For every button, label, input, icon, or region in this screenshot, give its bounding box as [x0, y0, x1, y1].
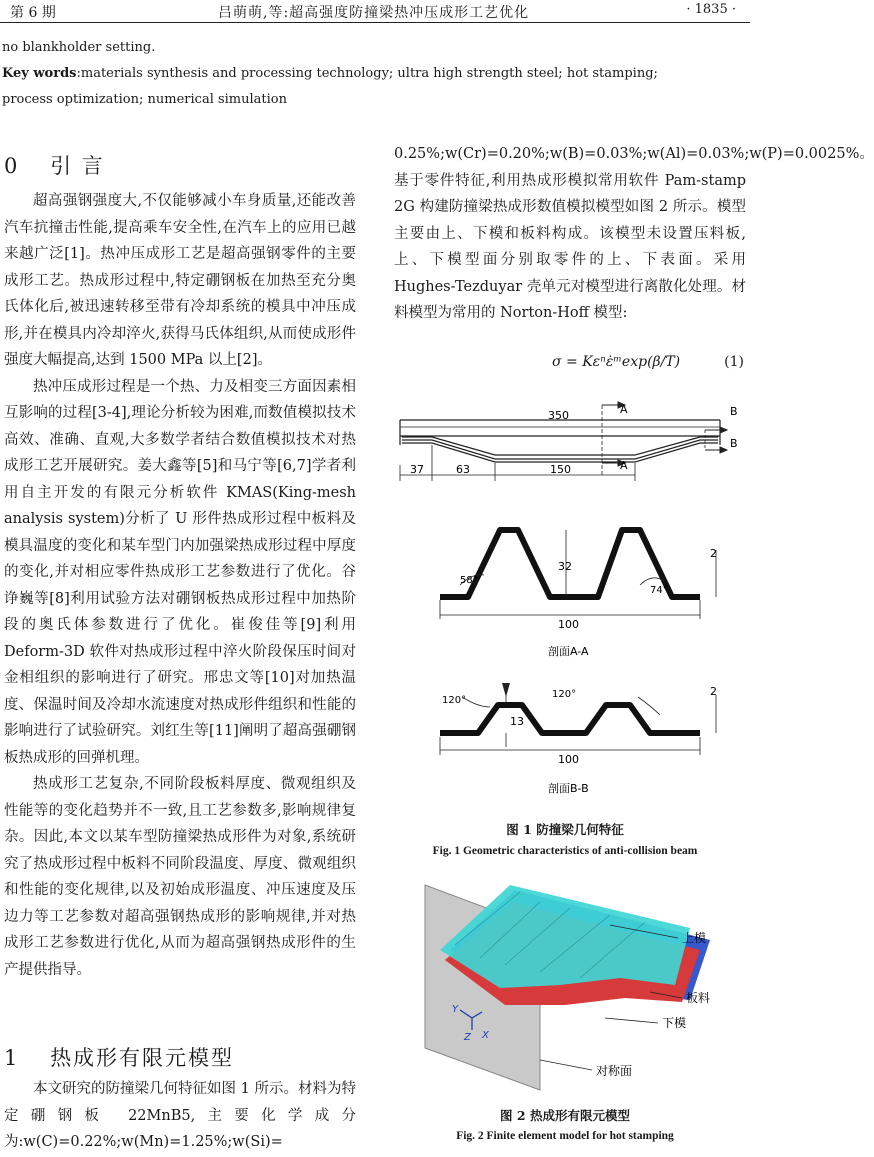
paragraph: 本文研究的防撞梁几何特征如图 1 所示。材料为特定硼钢板 22MnB5,主要化学成分为:w(C)=0.22%;w(Mn)=1.25%;w(Si)=: [4, 1081, 356, 1150]
section-bb-label: 剖面B-B: [548, 782, 589, 795]
keywords-label: Key words: [2, 66, 77, 81]
label-lower-die: 下模: [662, 1016, 687, 1030]
header-title: 吕萌萌,等:超高强度防撞梁热冲压成形工艺优化: [218, 5, 530, 21]
label-symmetry-plane: 对称面: [596, 1064, 633, 1078]
section-aa-angle2: 74°: [650, 585, 668, 596]
dim-total: 350: [548, 409, 569, 422]
fig1-caption-cn: 图 1 防撞梁几何特征: [506, 822, 624, 837]
section-aa-width: 100: [558, 618, 579, 631]
upper-die: [440, 885, 690, 988]
marker-a-bottom: A: [620, 459, 628, 472]
section-title: 热成形有限元模型: [50, 1046, 235, 1070]
section-aa-height: 32: [558, 560, 572, 573]
paragraph: 热成形工艺复杂,不同阶段板料厚度、微观组织及性能等的变化趋势并不一致,且工艺参数多,影响规律复杂。因此,本文以某车型防撞梁热成形件为对象,系统研究了热成形过程中板料不同阶段温度、厚度、微观组织和性能的变化规律,以及初始成形温度、冲压速度及压边力等工艺参数对超高强钢热成形的影响规律,并对热成形工艺参数进行优化,从而为超高强钢热成形件的生产提供指导。: [4, 776, 356, 978]
keywords-line1: [2, 64, 747, 84]
fig2-caption-en: Fig. 2 Finite element model for hot stamping: [456, 1130, 674, 1142]
axis-x: X: [482, 1030, 489, 1041]
left-column-bottom: [4, 1076, 356, 1156]
section-bb-width: 100: [558, 753, 579, 766]
paragraph: 超高强钢强度大,不仅能够减小车身质量,还能改善汽车抗撞击性能,提高乘车安全性,在汽车上的应用已越来越广泛[1]。热冲压成形工艺是超高强钢零件的主要成形工艺。热成形过程中,特定硼钢板在加热至充分奥氏体化后,被迅速转移至带有冷却系统的模具中冲压成形,并在模具内冷却淬火,获得马氏体组织,从而使成形件强度大幅提高,达到 1500 MPa 以上[2]。: [4, 193, 356, 368]
section-aa-label: 剖面A-A: [548, 645, 589, 658]
equation: σ = Kεⁿε̇ᵐexp(β/T): [552, 354, 681, 370]
section-aa-thickness: 2: [710, 547, 717, 560]
fig1-caption-en: Fig. 1 Geometric characteristics of anti-collision beam: [432, 845, 698, 857]
section-number: 0: [4, 154, 20, 178]
section-bb-angle2: 120°: [552, 689, 577, 700]
section-aa-angle1: 58°: [460, 575, 478, 586]
paragraph: 0.25%;w(Cr)=0.20%;w(B)=0.03%;w(Al)=0.03%;w(P)=0.0025%。基于零件特征,利用热成形模拟常用软件 Pam-stamp 2G 构建防撞梁热成形数值模拟模型如图 2 所示。模型主要由上、下模和板料构成。该模型未设置压料板,上、下模型面分别取零件的上、下表面。采用 Hughes-Tezduyar 壳单元对模型进行离散化处理。材料模型为常用的 Norton-Hoff 模型:: [394, 146, 874, 321]
issue-number: 第 6 期: [10, 5, 56, 21]
section-bb-height: 13: [510, 715, 524, 728]
dim-a: 37: [410, 463, 424, 476]
section-bb-thickness: 2: [710, 685, 717, 698]
section-number: 1: [4, 1046, 20, 1070]
right-column: [394, 141, 874, 327]
section-heading-fem: [4, 1042, 234, 1072]
dim-b: 63: [456, 463, 470, 476]
label-blank: 板料: [686, 991, 711, 1005]
label-upper-die: 上模: [682, 931, 707, 945]
fig2-caption-cn: 图 2 热成形有限元模型: [500, 1108, 630, 1123]
left-column: [4, 188, 356, 983]
paragraph: 热冲压成形过程是一个热、力及相变三方面因素相互影响的过程[3-4],理论分析较为困难,而数值模拟技术高效、准确、直观,大多数学者结合数值模拟技术对热成形工艺开展研究。姜大鑫等[5]和马宁等[6,7]学者利用自主开发的有限元分析软件 KMAS(King-mesh analysis system)分析了 U 形件热成形过程中板料及模具温度的变化和某车型门内加强梁热成形过程中厚度的变化,并对相应零件热成形工艺参数进行了优化。谷诤巍等[8]利用试验方法对硼钢板热成形过程中加热阶段的奥氏体参数进行了优化。崔俊佳等[9]利用 Deform-3D 软件对热成形过程中淬火阶段保压时间对金相组织的影响进行了研究。邢忠文等[10]对加热温度、保温时间及冷却水流速度对热成形件组织和性能的影响进行了试验研究。刘红生等[11]阐明了超高强硼钢板热成形的回弹机理。: [4, 378, 356, 766]
axis-z: Z: [464, 1032, 471, 1043]
marker-b-bottom: B: [730, 437, 738, 450]
keywords-text: :materials synthesis and processing technology; ultra high strength steel; hot stamping;: [76, 66, 658, 81]
marker-a-top: A: [620, 403, 628, 416]
abstract-tail: no blankholder setting.: [2, 40, 156, 55]
figure-1: [390, 385, 750, 810]
running-header: [0, 0, 750, 23]
page-number: · 1835 ·: [686, 2, 736, 17]
marker-b-top: B: [730, 405, 738, 418]
equation-number: (1): [724, 354, 744, 370]
keywords-line2: process optimization; numerical simulation: [2, 92, 287, 107]
figure-2: [420, 880, 730, 1095]
section-bb-angle1: 120°: [442, 695, 467, 706]
section-title: 引 言: [50, 154, 105, 178]
section-heading-intro: [4, 150, 105, 180]
dim-c: 150: [550, 463, 571, 476]
axis-y: Y: [452, 1004, 459, 1015]
